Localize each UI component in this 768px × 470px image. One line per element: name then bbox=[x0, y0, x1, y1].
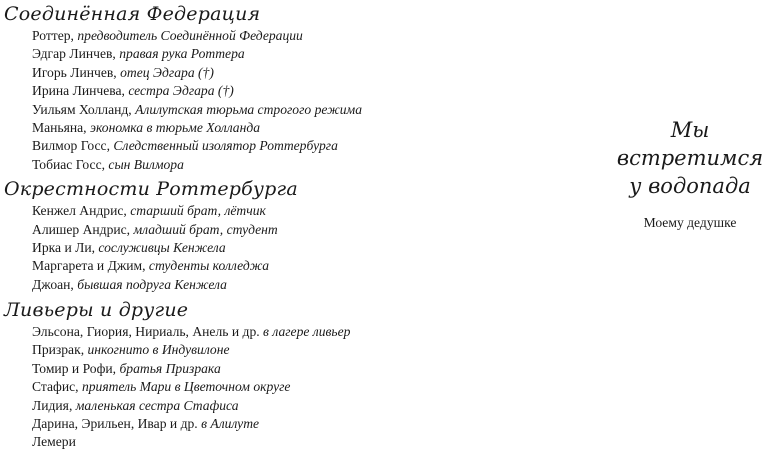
character-name: Вилмор Госс, bbox=[32, 138, 114, 154]
book-title-line: Мы bbox=[670, 118, 710, 142]
character-entry bbox=[32, 397, 564, 415]
character-description: старший брат, лётчик bbox=[130, 203, 266, 219]
character-description: в Алилуте bbox=[201, 416, 260, 432]
character-description: сын Вилмора bbox=[108, 156, 184, 172]
character-description: сестра Эдгара (†) bbox=[128, 83, 234, 99]
book-title-block bbox=[612, 116, 768, 232]
character-entry bbox=[32, 257, 564, 275]
character-description: бывшая подруга Кенжела bbox=[77, 276, 227, 292]
character-entry bbox=[32, 276, 564, 294]
character-description: студенты колледжа bbox=[148, 258, 269, 274]
section-federation bbox=[4, 1, 564, 174]
book-title-line: встретимся bbox=[616, 146, 764, 170]
character-name: Ирка и Ли, bbox=[32, 239, 99, 255]
section-liviers-and-others bbox=[4, 297, 564, 452]
character-entry bbox=[32, 119, 564, 137]
character-name: Роттер, bbox=[32, 28, 78, 43]
character-entry bbox=[32, 156, 564, 174]
character-name: Дарина, Эрильен, Ивар и др. bbox=[32, 416, 202, 432]
section-rotterburg-outskirts bbox=[4, 176, 564, 294]
character-entry bbox=[32, 82, 564, 100]
character-name: Тобиас Госс, bbox=[32, 156, 109, 172]
book-title bbox=[612, 116, 768, 200]
book-title-line: у водопада bbox=[629, 174, 751, 198]
character-description: братья Призрака bbox=[119, 360, 221, 376]
character-entry bbox=[32, 45, 564, 63]
character-description: отец Эдгара (†) bbox=[120, 64, 214, 80]
character-entry bbox=[32, 27, 564, 45]
character-name: Маргарета и Джим, bbox=[32, 258, 149, 274]
character-description: Следственный изолятор Роттербурга bbox=[113, 138, 338, 154]
character-description: приятель Мари в Цветочном округе bbox=[81, 379, 291, 395]
character-list bbox=[4, 0, 564, 452]
character-name: Игорь Линчев, bbox=[32, 64, 121, 80]
character-description: сослуживцы Кенжела bbox=[98, 239, 226, 255]
section-title: Соединённая Федерация bbox=[4, 3, 261, 25]
character-name: Маньяна, bbox=[32, 119, 90, 135]
character-entry bbox=[32, 221, 564, 239]
character-name: Томир и Рофи, bbox=[32, 360, 120, 376]
section-title: Окрестности Роттербурга bbox=[4, 178, 298, 201]
character-entry bbox=[32, 323, 564, 341]
character-name: Эльсона, Гиория, Нириаль, Анель и др. bbox=[32, 324, 264, 340]
character-entry bbox=[32, 341, 564, 359]
character-name: Эдгар Линчев, bbox=[32, 46, 120, 62]
character-name: Ирина Линчева, bbox=[32, 83, 129, 99]
character-description: правая рука Роттера bbox=[119, 46, 245, 62]
character-name: Джоан, bbox=[32, 276, 78, 292]
character-name: Кенжел Андрис, bbox=[32, 203, 131, 219]
character-description: предводитель Соединённой Федерации bbox=[77, 28, 303, 43]
character-entry bbox=[32, 137, 564, 155]
character-description: Алилутская тюрьма строгого режима bbox=[135, 101, 363, 117]
dedication: Моему дедушке bbox=[643, 215, 737, 230]
character-name: Призрак, bbox=[32, 342, 88, 358]
section-title: Ливьеры и другие bbox=[4, 299, 189, 322]
character-description: в лагере ливьер bbox=[263, 324, 351, 340]
character-entry bbox=[32, 239, 564, 257]
character-entry bbox=[32, 415, 564, 433]
character-entry bbox=[32, 433, 564, 451]
character-name: Лидия, bbox=[32, 397, 76, 413]
character-entry bbox=[32, 360, 564, 378]
character-entry bbox=[32, 64, 564, 82]
character-name: Лемери bbox=[32, 434, 76, 450]
character-description: младший брат, студент bbox=[133, 221, 278, 237]
character-description: маленькая сестра Стафиса bbox=[75, 397, 239, 413]
character-name: Стафис, bbox=[32, 379, 82, 395]
character-entry bbox=[32, 378, 564, 396]
character-name: Алишер Андрис, bbox=[32, 221, 134, 237]
character-description: экономка в тюрьме Холланда bbox=[89, 119, 261, 135]
character-entry bbox=[32, 101, 564, 119]
character-name: Уильям Холланд, bbox=[32, 101, 136, 117]
character-entry bbox=[32, 202, 564, 220]
character-description: инкогнито в Индувилоне bbox=[87, 342, 230, 358]
